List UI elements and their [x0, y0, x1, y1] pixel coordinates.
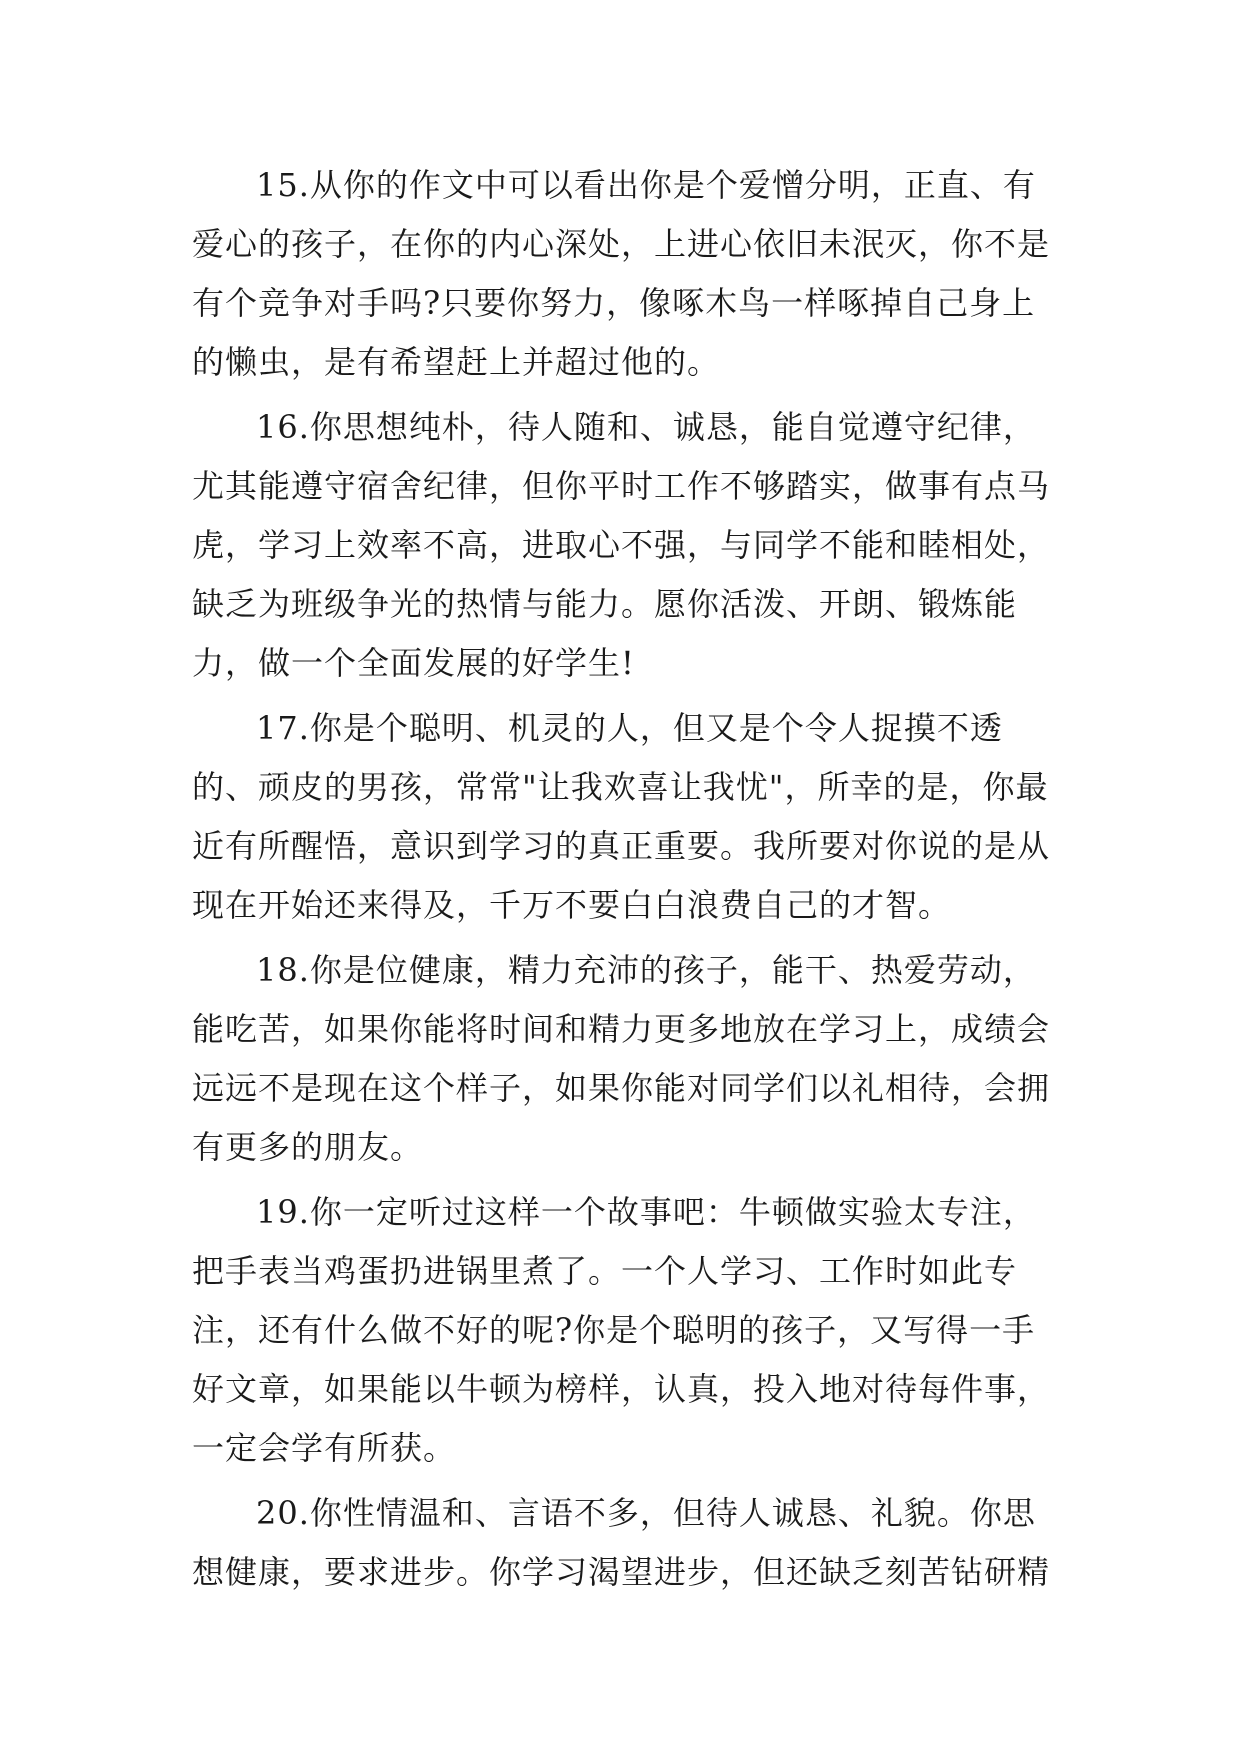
comment-paragraph-15: 15.从你的作文中可以看出你是个爱憎分明，正直、有爱心的孩子，在你的内心深处，上进心依旧未泯灭，你不是有个竞争对手吗?只要你努力，像啄木鸟一样啄掉自己身上的懒虫，是有希望赶上并超过他的。 — [192, 166, 1051, 381]
comment-paragraph-16: 16.你思想纯朴，待人随和、诚恳，能自觉遵守纪律，尤其能遵守宿舍纪律，但你平时工作不够踏实，做事有点马虎，学习上效率不高，进取心不强，与同学不能和睦相处，缺乏为班级争光的热情与能力。愿你活泼、开朗、锻炼能力，做一个全面发展的好学生! — [192, 408, 1051, 682]
comment-paragraph-20: 20.你性情温和、言语不多，但待人诚恳、礼貌。你思想健康，要求进步。你学习渴望进步，但还缺乏刻苦钻研精 — [192, 1494, 1051, 1591]
comment-paragraph-18: 18.你是位健康，精力充沛的孩子，能干、热爱劳动，能吃苦，如果你能将时间和精力更多地放在学习上，成绩会远远不是现在这个样子，如果你能对同学们以礼相待，会拥有更多的朋友。 — [192, 951, 1051, 1166]
comment-paragraph-17: 17.你是个聪明、机灵的人，但又是个令人捉摸不透的、顽皮的男孩，常常"让我欢喜让我忧"，所幸的是，你最近有所醒悟，意识到学习的真正重要。我所要对你说的是从现在开始还来得及，千万不要白白浪费自己的才智。 — [192, 709, 1051, 924]
comment-paragraph-19: 19.你一定听过这样一个故事吧：牛顿做实验太专注，把手表当鸡蛋扔进锅里煮了。一个人学习、工作时如此专注，还有什么做不好的呢?你是个聪明的孩子，又写得一手好文章，如果能以牛顿为榜样，认真，投入地对待每件事，一定会学有所获。 — [192, 1193, 1051, 1467]
document-body — [192, 156, 1060, 1602]
